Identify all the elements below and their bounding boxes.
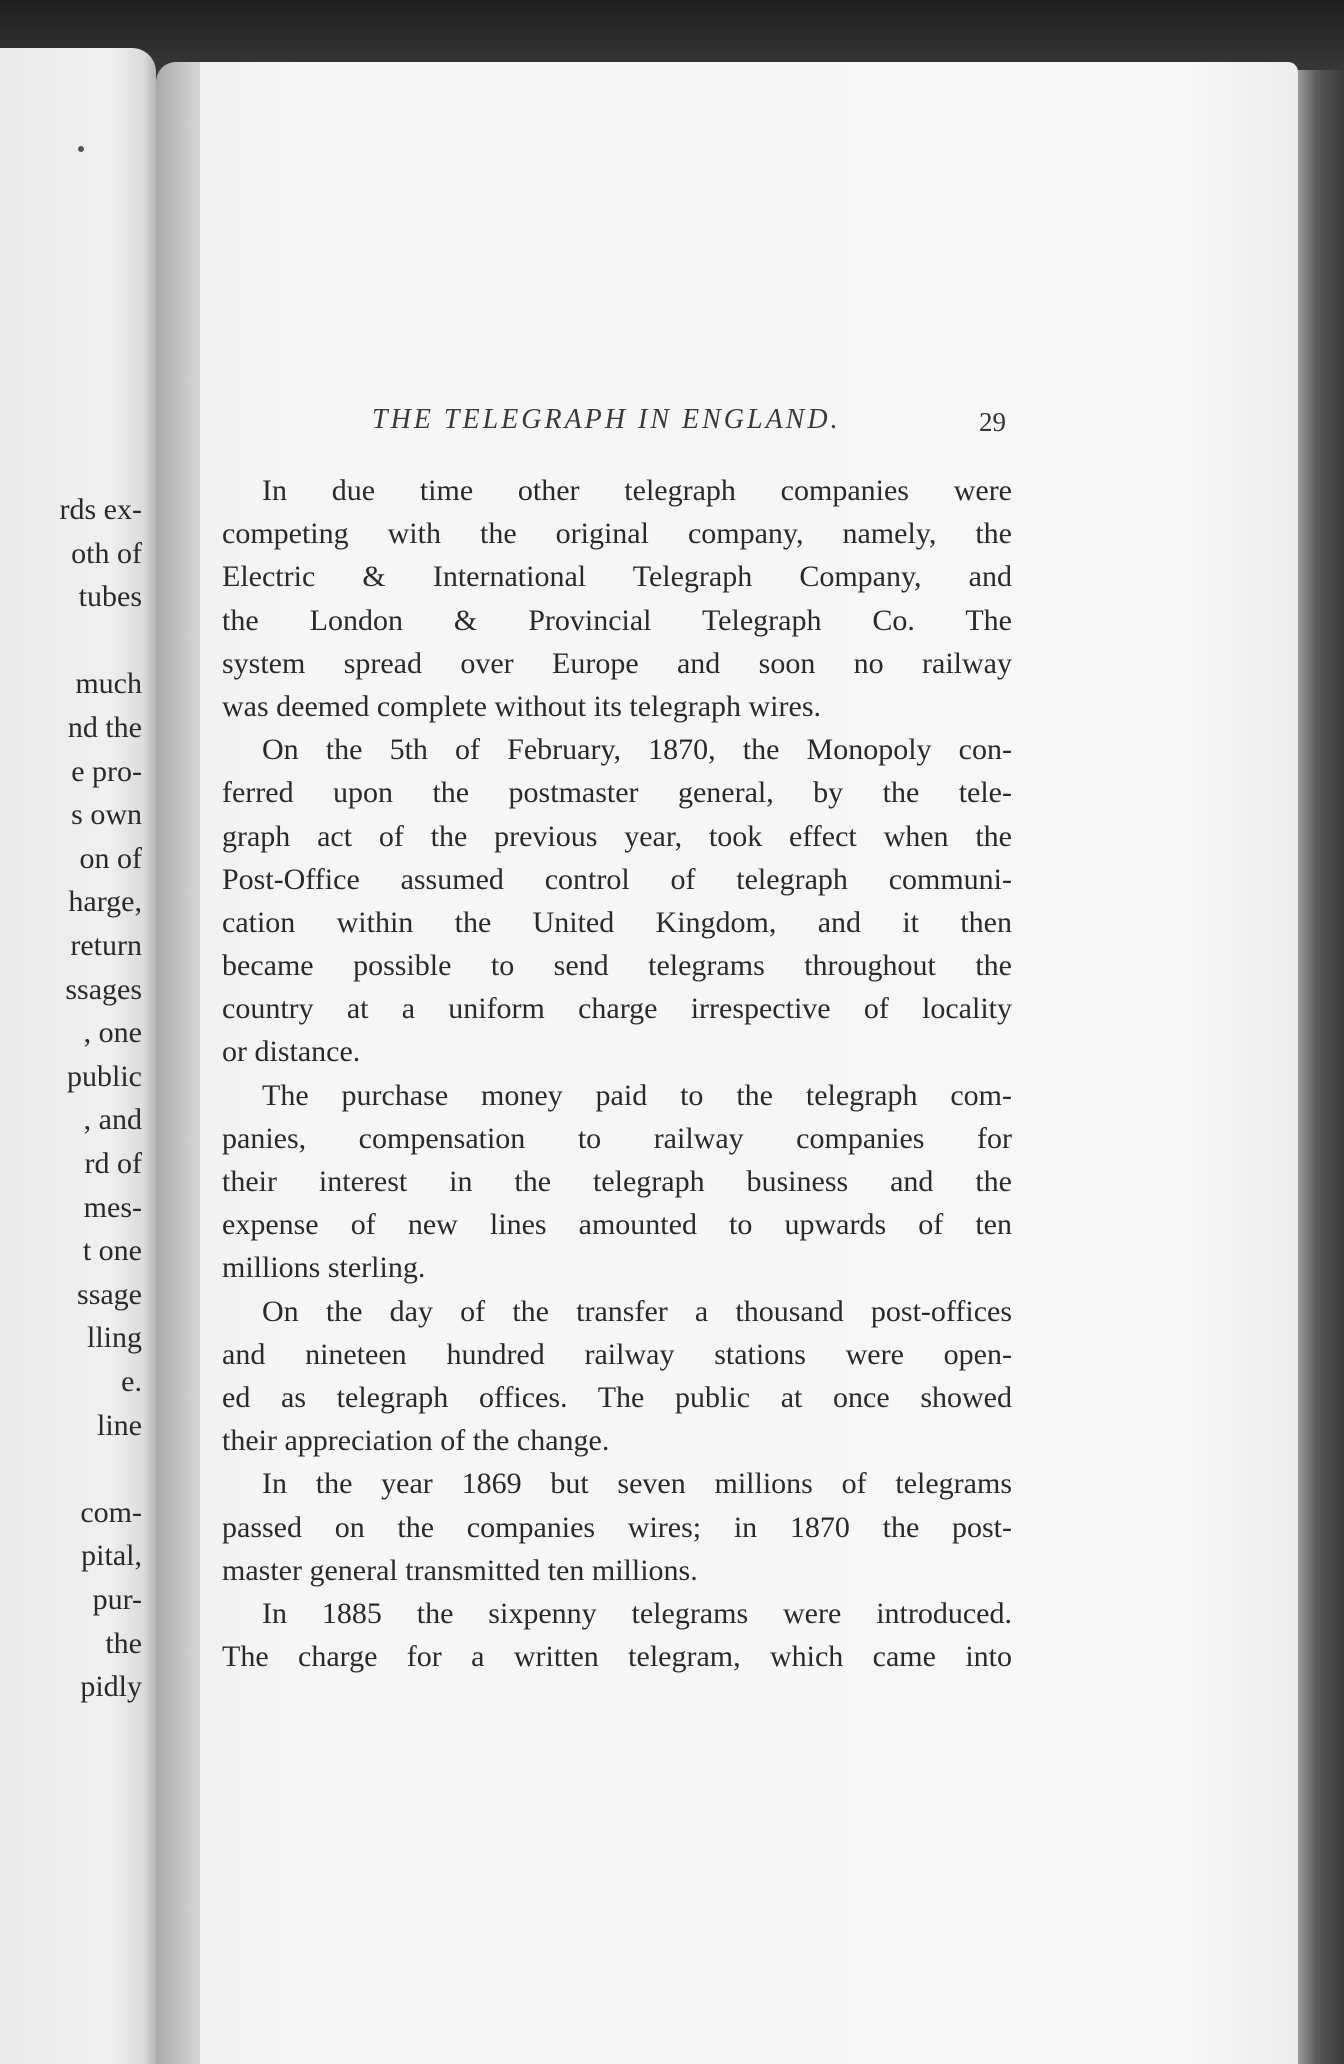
text-line: Electric & International Telegraph Company, and xyxy=(222,560,1012,594)
text-line: passed on the companies wires; in 1870 the post- xyxy=(222,1510,1012,1544)
left-page-fragment: nd the xyxy=(67,711,142,744)
paragraph xyxy=(222,1462,1012,1592)
text-line: their interest in the telegraph business and the xyxy=(222,1165,1012,1198)
left-page-fragment: s own xyxy=(71,798,142,832)
left-page-fragment: line xyxy=(97,1408,142,1442)
paragraph xyxy=(222,1592,1012,1678)
text-line: ed as telegraph offices. The public at once showed xyxy=(222,1380,1012,1414)
left-page-fragment: mes- xyxy=(83,1190,142,1224)
text-line: ferred upon the postmaster general, by the tele- xyxy=(222,776,1012,810)
text-line: and nineteen hundred railway stations were open- xyxy=(222,1337,1012,1371)
page-edge xyxy=(1298,70,1344,2064)
left-page-fragment: t one xyxy=(82,1234,142,1268)
text-line: The charge for a written telegram, which came into xyxy=(222,1640,1012,1674)
left-page-fragment: ssages xyxy=(65,972,142,1006)
left-page-fragment: return xyxy=(70,929,142,962)
page-number: 29 xyxy=(979,407,1006,437)
left-page-fragment: pur- xyxy=(92,1583,142,1616)
left-page-fragment: , one xyxy=(83,1016,142,1050)
text-line: In due time other telegraph companies were xyxy=(262,474,1012,507)
left-page-fragment: pidly xyxy=(80,1670,142,1704)
text-line: Post-Office assumed control of telegraph communi- xyxy=(222,862,1012,896)
text-line: In 1885 the sixpenny telegrams were introduced. xyxy=(262,1596,1012,1630)
left-page-fragment: public xyxy=(67,1059,142,1093)
text-line: was deemed complete without its telegraph wires. xyxy=(222,689,821,723)
text-line: The purchase money paid to the telegraph com- xyxy=(262,1078,1012,1112)
left-page-fragment: tubes xyxy=(78,580,142,614)
text-line: became possible to send telegrams throughout the xyxy=(222,949,1012,983)
text-line: country at a uniform charge irrespective of locality xyxy=(222,992,1012,1026)
text-line: the London & Provincial Telegraph Co. The xyxy=(222,603,1012,637)
left-page-fragment: e. xyxy=(121,1365,142,1398)
text-line: graph act of the previous year, took effect when the xyxy=(222,819,1012,853)
text-line: master general transmitted ten millions. xyxy=(222,1553,698,1587)
paragraph xyxy=(222,469,1012,728)
text-line: competing with the original company, namely, the xyxy=(222,517,1012,551)
left-page-fragment: rd of xyxy=(84,1147,142,1180)
left-page-fragment: much xyxy=(75,667,142,701)
text-line: On the day of the transfer a thousand post-offices xyxy=(262,1294,1012,1328)
paragraph xyxy=(222,728,1012,1074)
paragraph xyxy=(222,1290,1012,1463)
ink-speck xyxy=(78,146,84,152)
text-line: cation within the United Kingdom, and it then xyxy=(222,905,1012,939)
left-page-fragment: the xyxy=(105,1626,142,1660)
left-page-fragment: oth of xyxy=(71,536,142,570)
text-line: or distance. xyxy=(222,1035,361,1069)
left-page-fragment: com- xyxy=(80,1495,142,1529)
left-page xyxy=(0,48,156,2064)
text-line: On the 5th of February, 1870, the Monopoly con- xyxy=(262,733,1012,767)
page-body xyxy=(222,469,1012,1678)
running-header: THE TELEGRAPH IN ENGLAND. xyxy=(372,404,841,435)
left-page-fragment: rds ex- xyxy=(59,493,142,526)
text-line: In the year 1869 but seven millions of telegrams xyxy=(262,1467,1012,1501)
text-line: panies, compensation to railway companies for xyxy=(222,1121,1012,1155)
left-page-fragment: pital, xyxy=(81,1539,142,1573)
text-line: expense of new lines amounted to upwards of ten xyxy=(222,1208,1012,1242)
text-line: their appreciation of the change. xyxy=(222,1424,610,1458)
paragraph xyxy=(222,1074,1012,1290)
left-page-fragment: , and xyxy=(83,1103,142,1137)
left-page-fragment: on of xyxy=(79,841,142,875)
left-page-fragment: harge, xyxy=(68,885,142,919)
left-page-fragment: ssage xyxy=(77,1277,142,1311)
text-line: millions sterling. xyxy=(222,1251,426,1285)
text-line: system spread over Europe and soon no railway xyxy=(222,646,1012,680)
left-page-fragment: e pro- xyxy=(71,754,142,788)
left-page-fragment: lling xyxy=(86,1321,142,1355)
